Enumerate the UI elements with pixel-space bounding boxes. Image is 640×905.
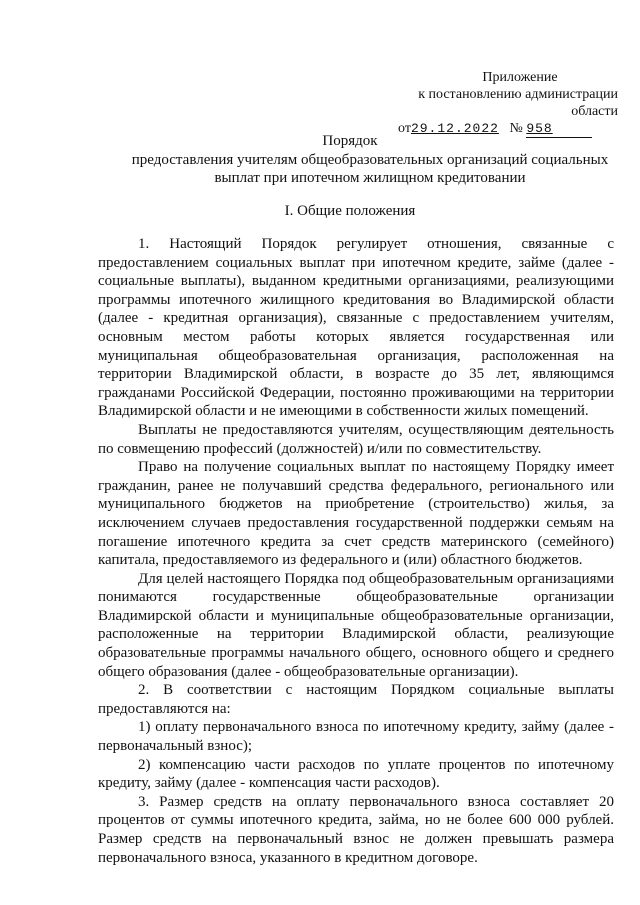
resolution-number: 958 xyxy=(526,121,553,136)
section-heading: I. Общие положения xyxy=(284,203,416,219)
document-subtitle: предоставления учителям общеобразовательных организаций социальных выплат при ипотечном жилищном кредитовании xyxy=(131,152,609,186)
paragraph-6: 1) оплату первоначального взноса по ипотечному кредиту, займу (далее - первоначальный взнос); xyxy=(98,719,614,755)
date-prefix: от xyxy=(398,121,411,136)
paragraph-8: 3. Размер средств на оплату первоначального взноса составляет 20 процентов от суммы ипотечного кредита, займа, но не более 600 000 рублей. Размер средств на первоначальный взнос не должен превышать размера первоначального взноса, указанного в кредитном договоре. xyxy=(98,793,614,866)
paragraph-2: Выплаты не предоставляются учителям, осуществляющим деятельность по совмещению профессий (должностей) и/или по совместительству. xyxy=(98,421,614,457)
resolution-date: 29.12.2022 xyxy=(410,121,499,136)
number-prefix: № xyxy=(509,121,523,136)
appendix-resolution-line: к постановлению администрации области xyxy=(418,87,618,119)
paragraph-3: Право на получение социальных выплат по настоящему Порядку имеет гражданин, ранее не получавший средства федерального, регионального или муниципального бюджетов на приобретение (строительство) жилья, за исключением случаев предоставления государственной поддержки семьям на погашение ипотечного кредита за счет средств материнского (семейного) капитала, предоставляемого из федерального и (или) областного бюджетов. xyxy=(98,459,614,569)
appendix-block xyxy=(382,69,618,138)
paragraph-1: 1. Настоящий Порядок регулирует отношения, связанные с предоставлением социальных выплат при ипотечном кредите, займе (далее - социальные выплаты), выданном кредитными организациями, реализующими программы ипотечного жилищного кредитования во Владимирской области (далее - кредитная организация), связанные с предоставлением учителям, основным местом работы которых является государственная или муниципальная общеобразовательная организация, расположенная на территории Владимирской области, в возрасте до 35 лет, являющимся гражданами Российской Федерации, постоянно проживающими на территории Владимирской области и не имеющими в собственности жилых помещений. xyxy=(98,236,614,420)
paragraph-5: 2. В соответствии с настоящим Порядком социальные выплаты предоставляются на: xyxy=(98,682,614,717)
appendix-title: Приложение xyxy=(482,70,558,85)
paragraph-4: Для целей настоящего Порядка под общеобразовательным организациями понимаются государственные общеобразовательные организации Владимирской области и муниципальные общеобразовательные организации, расположенные на территории Владимирской области, реализующие образовательные программы начального общего, основного общего и среднего общего образования (далее - общеобразовательные организации). xyxy=(98,570,614,680)
document-body xyxy=(98,235,614,867)
paragraph-7: 2) компенсацию части расходов по уплате процентов по ипотечному кредиту, займу (далее - компенсация части расходов). xyxy=(98,756,614,792)
document-title: Порядок xyxy=(322,133,378,149)
